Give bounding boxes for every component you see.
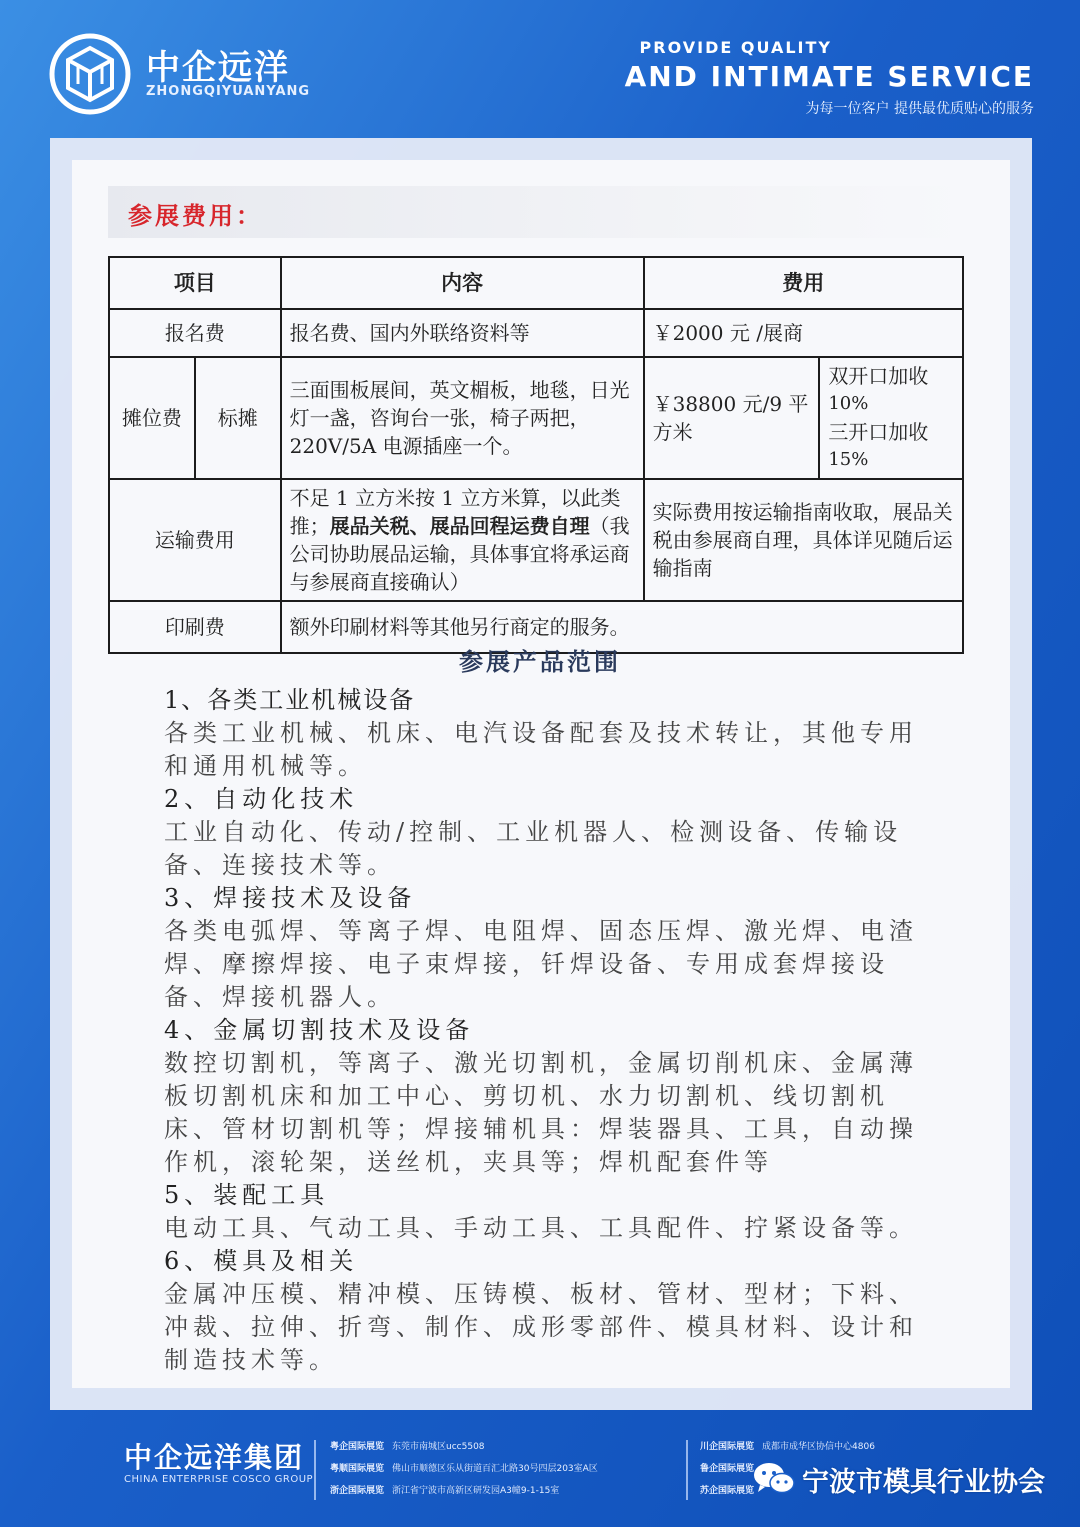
registration-item: 报名费 [109, 309, 281, 357]
booth-sub-item: 标摊 [195, 357, 281, 479]
booth-fee: ￥38800 元/9 平方米 [644, 357, 820, 479]
category-desc: 各类电弧焊、等离子焊、电阻焊、固态压焊、激光焊、电渣焊、摩擦焊接、电子束焊接，钎焊设备、专用成套焊接设备、焊接机器人。 [164, 917, 918, 1011]
surcharge-double: 双开口加收 [828, 364, 929, 388]
printing-content: 额外印刷材料等其他另行商定的服务。 [281, 601, 963, 653]
surcharge-triple: 三开口加收 [828, 420, 929, 444]
category-title: 2、自动化技术 [164, 785, 359, 813]
shipping-item: 运输费用 [109, 479, 281, 601]
booth-surcharge [819, 357, 963, 479]
category-desc: 工业自动化、传动/控制、工业机器人、检测设备、传输设备、连接技术等。 [164, 818, 903, 879]
brand-name-cn: 中企远洋 [146, 48, 290, 88]
shipping-content-2: （我公司协助展品运输，具体事宜将承运商与参展商直接确认） [289, 514, 630, 594]
office-entry: 鲁企国际展览 [700, 1464, 755, 1474]
office-entry: 川企国际展览 成都市成华区协信中心4806 [700, 1442, 875, 1452]
header-content: 内容 [281, 257, 644, 309]
wechat-icon [752, 1460, 796, 1496]
table-row-booth [109, 357, 963, 479]
products-title: 参展产品范围 [459, 648, 621, 676]
table-row-shipping [109, 479, 963, 601]
shipping-content-bold: 展品关税、展品回程运费自理 [329, 514, 590, 538]
products-list [164, 684, 924, 1377]
category-title: 6、模具及相关 [164, 1247, 359, 1275]
category-title: 3、焊接技术及设备 [164, 884, 417, 912]
office-entry: 浙企国际展览 浙江省宁波市高新区研发园A3幢9-1-15室 [330, 1486, 560, 1496]
company-logo-icon [48, 32, 132, 116]
tagline-line-1: PROVIDE QUALITY [639, 38, 832, 57]
page-header [0, 0, 1080, 138]
category-desc: 金属冲压模、精冲模、压铸模、板材、管材、型材；下料、冲裁、拉伸、折弯、制作、成形零部件、模具材料、设计和制造技术等。 [164, 1280, 918, 1374]
association-name: 宁波市模具行业协会 [802, 1467, 1045, 1498]
category-desc: 各类工业机械、机床、电汽设备配套及技术转让，其他专用和通用机械等。 [164, 719, 918, 780]
registration-fee: ￥2000 元 /展商 [644, 309, 963, 357]
surcharge-double-pct: 10% [828, 393, 869, 414]
footer-divider [314, 1440, 316, 1500]
brand-name-en: ZHONGQIYUANYANG [146, 84, 311, 99]
shipping-content-1: 不足 1 立方米按 1 立方米算，以此类推； [289, 486, 621, 538]
footer-offices-col-1 [330, 1436, 598, 1502]
tagline-line-2: AND INTIMATE SERVICE [624, 60, 1034, 93]
office-entry: 粤顺国际展览 佛山市顺德区乐从街道百汇北路30号四层203室A区 [330, 1464, 598, 1474]
footer-divider [686, 1440, 688, 1500]
header-fee: 费用 [644, 257, 963, 309]
booth-item: 摊位费 [109, 357, 195, 479]
category-title: 5、装配工具 [164, 1181, 330, 1209]
table-header-row [109, 257, 963, 309]
category-desc: 数控切割机，等离子、激光切割机，金属切削机床、金属薄板切割机床和加工中心、剪切机、水力切割机、线切割机床、管材切割机等；焊接辅机具：焊装器具、工具，自动操作机，滚轮架，送丝机，夹具等；焊机配套件等 [164, 1049, 918, 1176]
header-item: 项目 [109, 257, 281, 309]
category-title: 4、金属切割技术及设备 [164, 1016, 475, 1044]
office-entry: 苏企国际展览 [700, 1486, 755, 1496]
tagline-line-3: 为每一位客户 提供最优质贴心的服务 [805, 101, 1034, 117]
shipping-fee: 实际费用按运输指南收取，展品关税由参展商自理，具体详见随后运输指南 [644, 479, 963, 601]
printing-item: 印刷费 [109, 601, 281, 653]
office-entry: 粤企国际展览 东莞市南城区ucc5508 [330, 1442, 485, 1452]
shipping-content [281, 479, 644, 601]
booth-content: 三面围板展间，英文楣板，地毯，日光灯一盏，咨询台一张，椅子两把，220V/5A 电源插座一个。 [281, 357, 644, 479]
category-title: 1、各类工业机械设备 [164, 686, 416, 714]
surcharge-triple-pct: 15% [828, 449, 869, 470]
fees-table [108, 256, 964, 654]
table-row-registration [109, 309, 963, 357]
footer-group-name-en: CHINA ENTERPRISE COSCO GROUP [124, 1474, 314, 1485]
category-desc: 电动工具、气动工具、手动工具、工具配件、拧紧设备等。 [164, 1214, 918, 1242]
registration-content: 报名费、国内外联络资料等 [281, 309, 644, 357]
fees-title: 参展费用： [128, 202, 263, 230]
page-footer [0, 1410, 1080, 1527]
footer-group-name: 中企远洋集团 [124, 1441, 305, 1474]
